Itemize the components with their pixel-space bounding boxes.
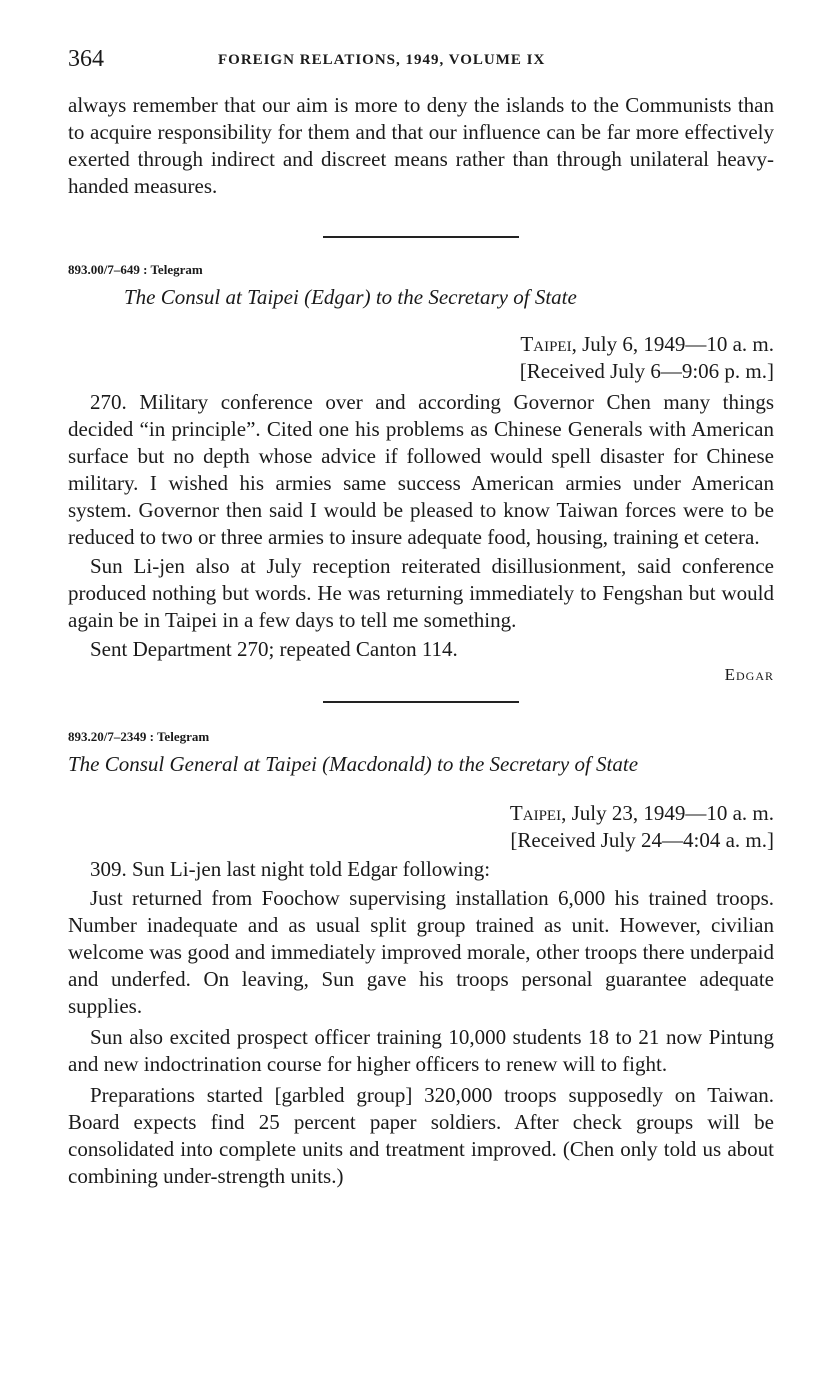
- document-heading: The Consul General at Taipei (Macdonald) to the Secretary of State: [68, 752, 639, 776]
- section-divider: [323, 701, 519, 703]
- paragraph: Sun Li-jen also at July reception reiterated disillusionment, said conference produced nothing but words. He was returning immediately to Fengshan but would again be in Taipei in a few days to tell me something.: [68, 554, 774, 632]
- paragraph: Sent Department 270; repeated Canton 114.: [90, 637, 458, 661]
- running-title: FOREIGN RELATIONS, 1949, VOLUME IX: [218, 52, 546, 68]
- dateline-block: [68, 800, 774, 854]
- paragraph: Just returned from Foochow supervising installation 6,000 his trained troops. Number inadequate and as usual split group trained as unit. However, civilian welcome was good and immediately improved morale, other troops there underpaid and underfed. On leaving, Sun gave his troops personal guarantee adequate supplies.: [68, 886, 774, 1018]
- dateline-place: Taipei,: [509, 801, 567, 825]
- dateline-block: [68, 331, 774, 385]
- intro-paragraph: always remember that our aim is more to deny the islands to the Communists than to acquire responsibility for them and that our influence can be far more effectively exerted through indirect and discreet means rather than through unilateral heavy-handed measures.: [68, 93, 774, 198]
- dateline-date: July 23, 1949—10 a. m.: [571, 801, 774, 825]
- dateline-place: Taipei,: [520, 332, 577, 356]
- paragraph: 270. Military conference over and according Governor Chen many things decided “in principle”. Cited one his problems as Chinese Generals with American surface but no depth whose advice if followed would spell disaster for Chinese military. I wished his armies same success American armies under American system. Governor then said I would be pleased to know Taiwan forces were to be reduced to two or three armies to insure adequate food, housing, training et cetera.: [68, 390, 774, 549]
- telegram-section-2: [68, 729, 774, 1190]
- paragraph: Preparations started [garbled group] 320,000 troops supposedly on Taiwan. Board expects find 25 percent paper soldiers. After check groups will be consolidated into complete units and treatment improved. (Chen only told us about combining under-strength units.): [68, 1083, 774, 1188]
- running-header: [68, 44, 774, 84]
- document-id: 893.00/7–649 : Telegram: [68, 262, 203, 277]
- received-line: [Received July 24—4:04 a. m.]: [510, 828, 774, 852]
- received-line: [Received July 6—9:06 p. m.]: [519, 359, 774, 383]
- dateline: [68, 331, 774, 358]
- paragraph: Sun also excited prospect officer training 10,000 students 18 to 21 now Pintung and new indoctrination course for higher officers to renew will to fight.: [68, 1025, 774, 1076]
- signature: Edgar: [724, 665, 774, 684]
- dateline-date: July 6, 1949—10 a. m.: [582, 332, 774, 356]
- page-number: 364: [68, 46, 104, 72]
- document-id: 893.20/7–2349 : Telegram: [68, 729, 210, 744]
- telegram-section-1: [68, 262, 774, 685]
- document-heading: The Consul at Taipei (Edgar) to the Secretary of State: [124, 285, 577, 309]
- document-page: [68, 44, 774, 1190]
- paragraph: 309. Sun Li-jen last night told Edgar following:: [90, 857, 491, 881]
- section-divider: [323, 236, 519, 238]
- dateline: [68, 800, 774, 827]
